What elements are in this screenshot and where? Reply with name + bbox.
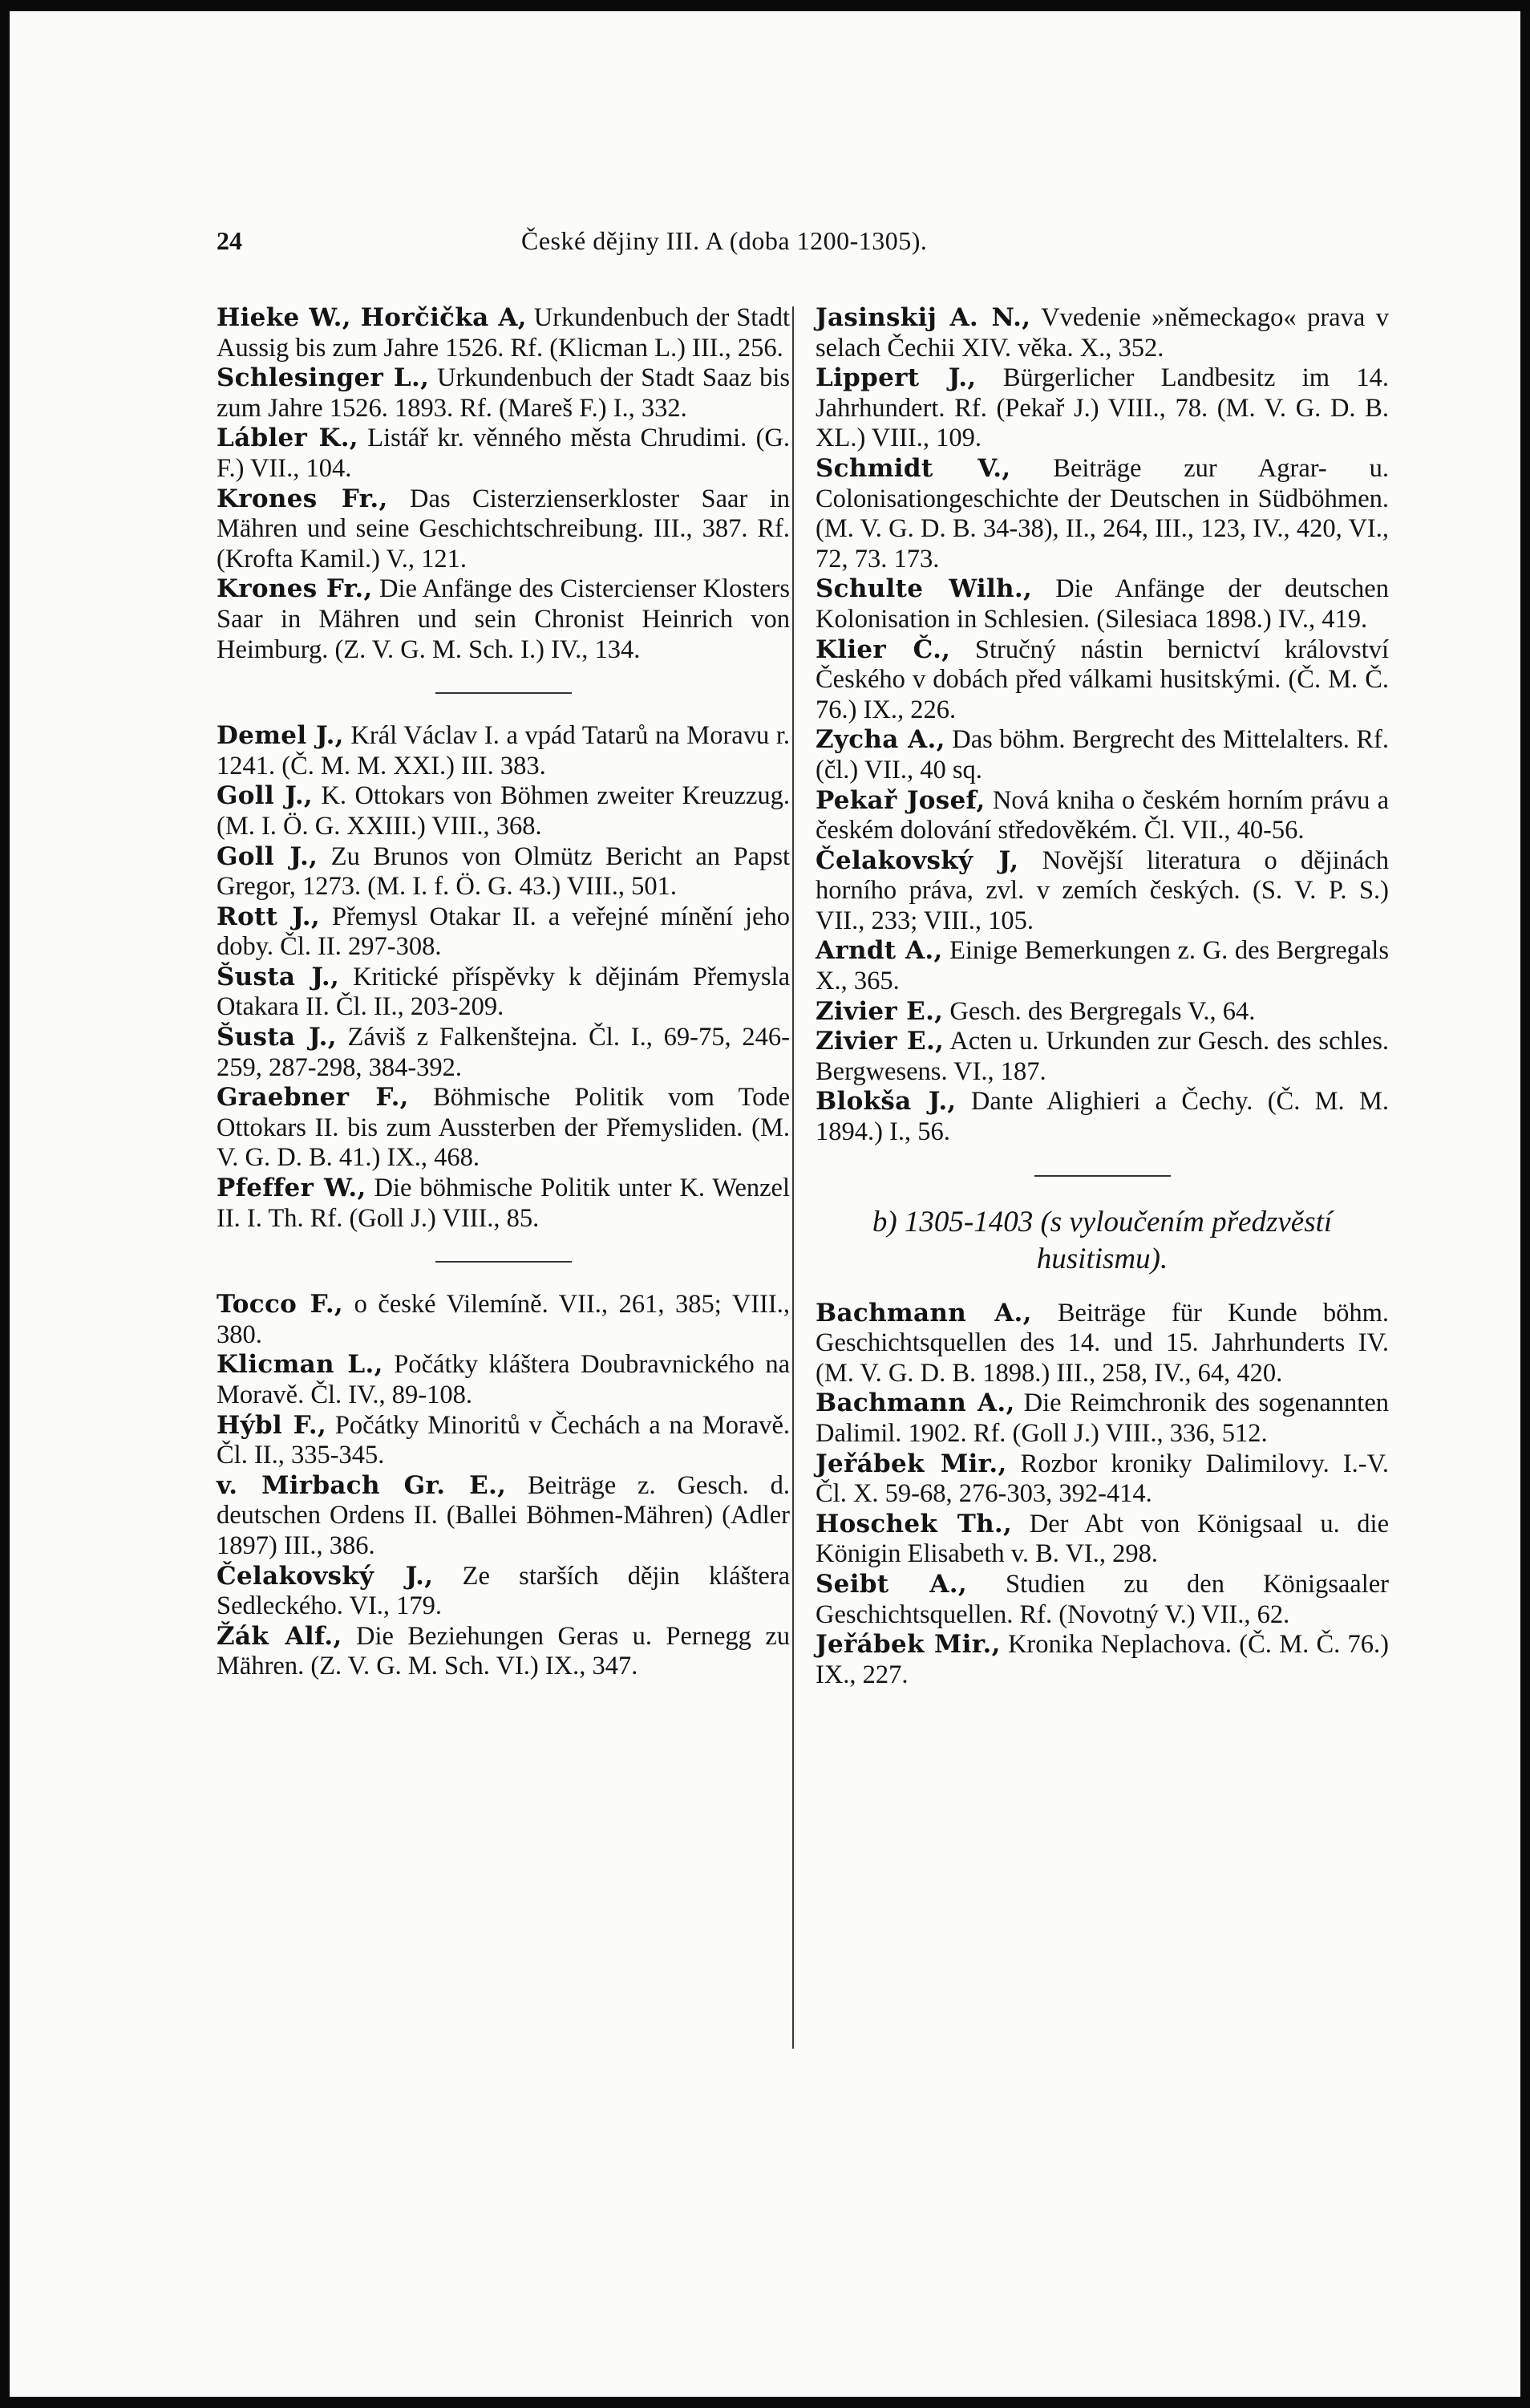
entry-text: o české Vilemíně. VII., 261, 385; VIII., 380. <box>217 1290 791 1349</box>
entry-author: Tocco F., <box>217 1290 344 1320</box>
bibliography-entry <box>217 303 790 363</box>
bibliography-entry <box>217 574 790 665</box>
bibliography-entry <box>816 936 1389 996</box>
bibliography-entry <box>217 1083 790 1174</box>
entry-author: Rott J., <box>217 902 320 931</box>
entry-author: v. Mirbach Gr. E., <box>217 1470 507 1500</box>
bibliography-entry <box>217 842 790 902</box>
bibliography-entry <box>816 303 1389 363</box>
entry-text: Kronika Neplachova. (Č. M. Č. 76.) IX., 227. <box>816 1630 1389 1689</box>
entry-author: Lippert J., <box>816 363 977 393</box>
entry-author: Graebner F., <box>217 1083 409 1113</box>
bibliography-entry <box>816 786 1389 846</box>
bibliography-entry <box>816 1510 1389 1570</box>
bibliography-group <box>217 721 790 1234</box>
page-number: 24 <box>217 226 242 255</box>
entry-text: Rozbor kroniky Dalimilovy. I.-V. Čl. X. 59-68, 276-303, 392-414. <box>816 1449 1390 1509</box>
entry-text: Počátky kláštera Doubravnického na Moravě. Čl. IV., 89-108. <box>217 1350 790 1409</box>
bibliography-entry <box>816 846 1389 937</box>
bibliography-entry <box>217 1290 790 1350</box>
bibliography-entry <box>816 1449 1389 1510</box>
bibliography-entry <box>217 424 790 484</box>
bibliography-entry <box>217 1411 790 1471</box>
bibliography-entry <box>816 574 1389 634</box>
bibliography-group <box>816 303 1389 1148</box>
entry-text: Der Abt von Königsaal u. die Königin Elisabeth v. B. VI., 298. <box>816 1509 1390 1569</box>
entry-author: Seibt A., <box>816 1569 967 1599</box>
bibliography-entry <box>217 963 790 1023</box>
entry-author: Šusta J., <box>217 962 340 991</box>
entry-text: Dante Alighieri a Čechy. (Č. M. M. 1894.) I., 56. <box>816 1087 1390 1147</box>
entry-text: Studien zu den Königsaaler Geschichtsquellen. Rf. (Novotný V.) VII., 62. <box>816 1569 1390 1629</box>
bibliography-entry <box>217 1562 790 1622</box>
entry-author: Jasinskij A. N., <box>816 303 1031 332</box>
entry-text: Přemysl Otakar II. a veřejné mínění jeho doby. Čl. II. 297-308. <box>217 902 790 962</box>
entry-text: Bürgerlicher Landbesitz im 14. Jahrhundert. Rf. (Pekař J.) VIII., 78. (M. V. G. D. B. XL.) VIII., 109. <box>816 363 1389 453</box>
entry-author: Bachmann A., <box>816 1388 1015 1418</box>
entry-text: Das Cisterzienserkloster Saar in Mähren und seine Geschichtschreibung. III., 387. Rf. (Krofta Kamil.) V., 121. <box>217 484 791 574</box>
bibliography-entry <box>217 1174 790 1234</box>
bibliography-entry <box>217 1622 790 1682</box>
right-column <box>816 303 1389 1690</box>
bibliography-entry <box>816 1299 1389 1389</box>
bibliography-entry <box>217 363 790 424</box>
bibliography-entry <box>816 997 1389 1028</box>
entry-author: Pekař Josef, <box>816 785 986 815</box>
entry-text: Beiträge z. Gesch. d. deutschen Ordens II. (Ballei Böhmen-Mähren) (Adler 1897) III., 386. <box>217 1470 791 1560</box>
bibliography-entry <box>816 454 1389 574</box>
separator-rule <box>435 692 572 694</box>
entry-author: Lábler K., <box>217 424 358 453</box>
bibliography-entry <box>217 902 790 963</box>
entry-author: Goll J., <box>217 841 318 871</box>
entry-author: Schulte Wilh., <box>816 574 1033 604</box>
entry-text: Kritické příspěvky k dějinám Přemysla Otakara II. Čl. II., 203-209. <box>217 962 790 1022</box>
bibliography-entry <box>217 1471 790 1562</box>
bibliography-group <box>217 303 790 665</box>
bibliography-entry <box>217 721 790 781</box>
entry-author: Schmidt V., <box>816 453 1011 483</box>
entry-text: Beiträge zur Agrar- u. Colonisationgeschichte der Deutschen in Südböhmen. (M. V. G. D. B. 34-38), II., 264, III., 123, IV., 420, VI., 72, 73. 173. <box>816 453 1389 574</box>
entry-text: Beiträge für Kunde böhm. Geschichtsquellen des 14. und 15. Jahrhunderts IV. (M. V. G. D. B. 1898.) III., 258, IV., 64, 420. <box>816 1298 1390 1388</box>
bibliography-entry <box>217 1023 790 1083</box>
bibliography-entry <box>816 363 1389 454</box>
entry-author: Demel J., <box>217 721 344 751</box>
entry-text: Listář kr. věnného města Chrudimi. (G. F.) VII., 104. <box>217 424 790 483</box>
entry-author: Goll J., <box>217 781 314 811</box>
entry-author: Šusta J., <box>217 1023 337 1052</box>
bibliography-entry <box>816 635 1389 726</box>
entry-author: Schlesinger L., <box>217 363 430 393</box>
section-heading: b) 1305-1403 (s vyloučením předzvěstí husitismu). <box>872 1205 1333 1275</box>
entry-text: Vvedenie »německago« prava v selach Čechii XIV. věka. X., 352. <box>816 303 1389 363</box>
bibliography-entry <box>217 484 790 575</box>
entry-text: Böhmische Politik vom Tode Ottokars II. bis zum Aussterben der Přemysliden. (M. V. G. D. B. 41.) IX., 468. <box>217 1083 790 1173</box>
entry-text: Urkundenbuch der Stadt Aussig bis zum Jahre 1526. Rf. (Klicman L.) III., 256. <box>217 303 790 363</box>
entry-author: Pfeffer W., <box>217 1174 366 1203</box>
entry-text: Einige Bemerkungen z. G. des Bergregals X., 365. <box>816 936 1389 996</box>
bibliography-entry <box>816 1087 1389 1147</box>
entry-author: Blokša J., <box>816 1087 957 1117</box>
entry-author: Jeřábek Mir., <box>816 1630 1001 1660</box>
entry-text: Acten u. Urkunden zur Gesch. des schles. Bergwesens. VI., 187. <box>816 1027 1389 1086</box>
bibliography-group <box>217 1290 790 1682</box>
bibliography-entry <box>816 725 1389 785</box>
entry-text: Počátky Minoritů v Čechách a na Moravě. Čl. II., 335-345. <box>217 1410 790 1470</box>
entry-author: Žák Alf., <box>217 1621 342 1651</box>
entry-author: Bachmann A., <box>816 1298 1032 1328</box>
bibliography-entry <box>217 1350 790 1410</box>
column-divider <box>792 306 794 2049</box>
entry-text: Die Reimchronik des sogenannten Dalimil. 1902. Rf. (Goll J.) VIII., 336, 512. <box>816 1388 1390 1448</box>
entry-author: Zycha A., <box>816 725 945 755</box>
entry-text: Ze starších dějin kláštera Sedleckého. VI., 179. <box>217 1561 791 1621</box>
bibliography-entry <box>816 1388 1389 1449</box>
left-column <box>217 303 790 1682</box>
entry-text: Novější literatura o dějinách horního práva, zvl. v zemích českých. (S. V. P. S.) VII., 233; VIII., 105. <box>816 845 1390 935</box>
entry-text: Král Václav I. a vpád Tatarů na Moravu r. 1241. (Č. M. M. XXI.) III. 383. <box>217 721 790 780</box>
running-title: České dějiny III. A (doba 1200-1305). <box>521 226 928 255</box>
bibliography-entry <box>816 1027 1389 1087</box>
entry-author: Krones Fr., <box>217 574 373 604</box>
entry-text: Die Anfänge des Cistercienser Klosters Saar in Mähren und sein Chronist Heinrich von Heimburg. (Z. V. G. M. Sch. I.) IV., 134. <box>217 574 791 664</box>
entry-text: K. Ottokars von Böhmen zweiter Kreuzzug. (M. I. Ö. G. XXIII.) VIII., 368. <box>217 781 790 841</box>
entry-text: Die böhmische Politik unter K. Wenzel II. I. Th. Rf. (Goll J.) VIII., 85. <box>217 1174 791 1233</box>
page-header <box>217 226 1347 258</box>
entry-author: Jeřábek Mir., <box>816 1449 1007 1478</box>
separator-rule <box>435 1261 572 1263</box>
entry-text: Záviš z Falkenštejna. Čl. I., 69-75, 246-259, 287-298, 384-392. <box>217 1023 791 1082</box>
entry-author: Zivier E., <box>816 996 944 1026</box>
entry-text: Urkundenbuch der Stadt Saaz bis zum Jahre 1526. 1893. Rf. (Mareš F.) I., 332. <box>217 363 790 423</box>
bibliography-group <box>816 1299 1389 1691</box>
entry-text: Gesch. des Bergregals V., 64. <box>949 996 1256 1026</box>
entry-author: Klier Č., <box>816 634 951 664</box>
entry-text: Die Anfänge der deutschen Kolonisation in Schlesien. (Silesiaca 1898.) IV., 419. <box>816 574 1389 634</box>
bibliography-entry <box>816 1630 1389 1690</box>
separator-rule <box>1034 1175 1171 1177</box>
bibliography-entry <box>217 781 790 841</box>
entry-author: Hieke W., Horčička A, <box>217 303 527 332</box>
entry-text: Zu Brunos von Olmütz Bericht an Papst Gregor, 1273. (M. I. f. Ö. G. 43.) VIII., 501. <box>217 841 790 902</box>
entry-text: Stručný nástin bernictví království Českého v dobách před válkami husitskými. (Č. M. Č. 76.) IX., 226. <box>816 634 1389 724</box>
entry-author: Arndt A., <box>816 936 943 966</box>
entry-text: Nová kniha o českém horním právu a českém dolování středověkém. Čl. VII., 40-56. <box>816 785 1390 845</box>
entry-author: Krones Fr., <box>217 484 388 513</box>
bibliography-entry <box>816 1570 1389 1630</box>
entry-author: Klicman L., <box>217 1350 383 1380</box>
entry-text: Das böhm. Bergrecht des Mittelalters. Rf. (čl.) VII., 40 sq. <box>816 725 1389 784</box>
entry-author: Hoschek Th., <box>816 1509 1013 1538</box>
entry-author: Čelakovský J, <box>816 845 1019 875</box>
entry-author: Čelakovský J., <box>217 1561 434 1591</box>
entry-text: Die Beziehungen Geras u. Pernegg zu Mähren. (Z. V. G. M. Sch. VI.) IX., 347. <box>217 1621 791 1681</box>
entry-author: Zivier E., <box>816 1027 945 1056</box>
entry-author: Hýbl F., <box>217 1410 327 1440</box>
